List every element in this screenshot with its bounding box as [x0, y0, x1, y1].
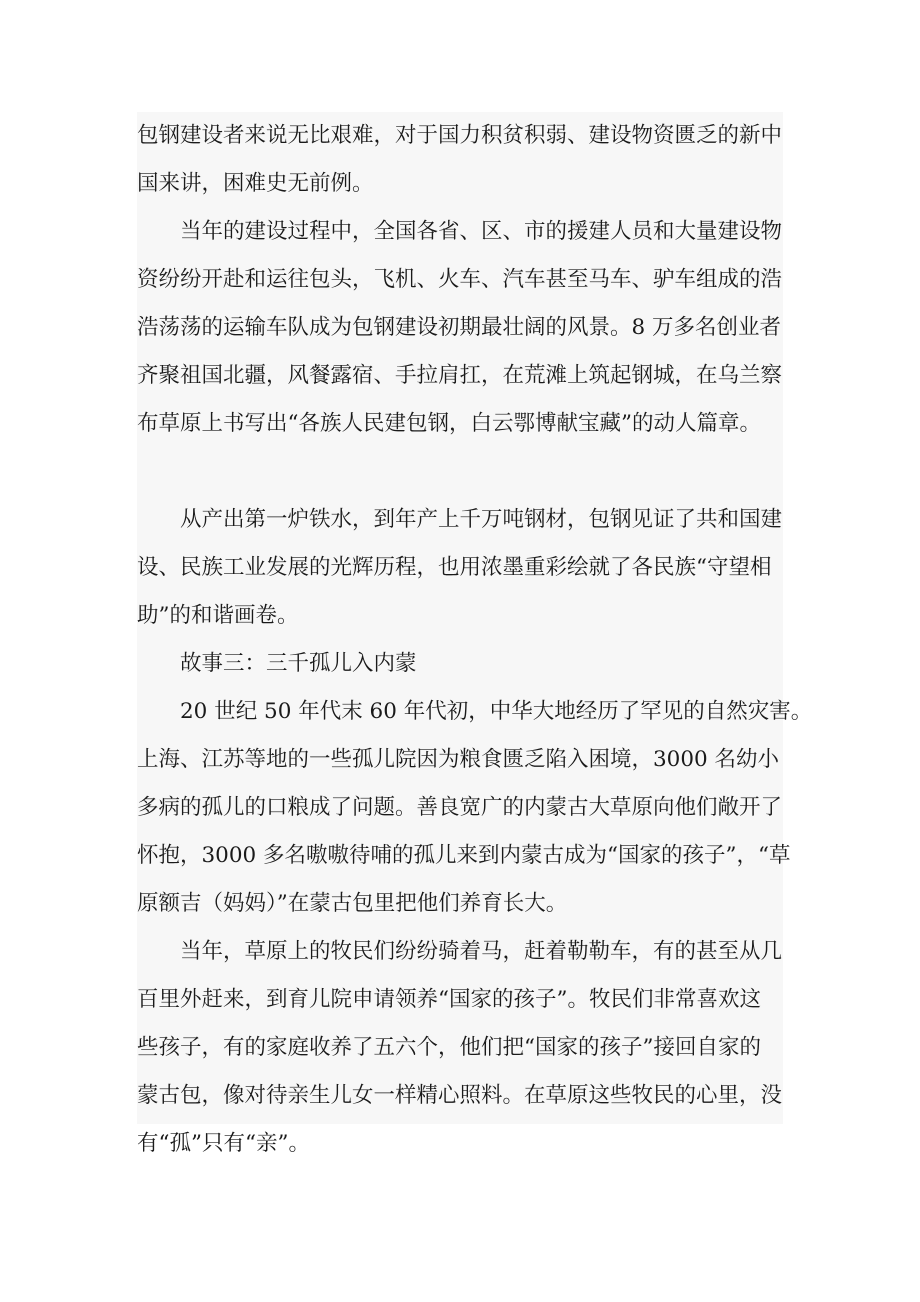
text-line: 些孩子，有的家庭收养了五六个，他们把“国家的孩子”接回自家的: [137, 1035, 761, 1060]
text-line: 怀抱，3000 多名嗷嗷待哺的孤儿来到内蒙古成为“国家的孩子”，“草: [137, 843, 791, 868]
text-line: 上海、江苏等地的一些孤儿院因为粮食匮乏陷入困境，3000 名幼小: [137, 747, 780, 772]
text-line: 原额吉（妈妈）”在蒙古包里把他们养育长大。: [137, 891, 568, 916]
text-line: 多病的孤儿的口粮成了问题。善良宽广的内蒙古大草原向他们敞开了: [137, 795, 783, 820]
paragraph-start-line: 从产出第一炉铁水，到年产上千万吨钢材，包钢见证了共和国建: [180, 507, 783, 532]
text-line: 设、民族工业发展的光辉历程，也用浓墨重彩绘就了各民族“守望相: [137, 555, 772, 580]
document-text-block: [137, 112, 813, 1156]
text-line: 包钢建设者来说无比艰难，对于国力积贫积弱、建设物资匮乏的新中: [137, 123, 783, 148]
text-line: 浩荡荡的运输车队成为包钢建设初期最壮阔的风景。8 万多名创业者: [137, 315, 782, 340]
text-line: 百里外赶来，到育儿院申请领养“国家的孩子”。牧民们非常喜欢这: [137, 987, 761, 1012]
paragraph-start-line: 当年，草原上的牧民们纷纷骑着马，赶着勒勒车，有的甚至从几: [180, 939, 783, 964]
text-line: 有“孤”只有“亲”。: [137, 1131, 310, 1156]
section-heading: 故事三：三千孤儿入内蒙: [180, 651, 417, 676]
text-line: 资纷纷开赴和运往包头，飞机、火车、汽车甚至马车、驴车组成的浩: [137, 267, 783, 292]
text-line: 助”的和谐画卷。: [137, 603, 299, 628]
paragraph-start-line: 当年的建设过程中，全国各省、区、市的援建人员和大量建设物: [180, 219, 783, 244]
text-line: 国来讲，困难史无前例。: [137, 171, 374, 196]
text-line: 齐聚祖国北疆，风餐露宿、手拉肩扛，在荒滩上筑起钢城，在乌兰察: [137, 363, 783, 388]
text-line: 蒙古包，像对待亲生儿女一样精心照料。在草原这些牧民的心里，没: [137, 1083, 783, 1108]
text-line: 布草原上书写出“各族人民建包钢，白云鄂博献宝藏”的动人篇章。: [137, 411, 761, 436]
paragraph-start-line: 20 世纪 50 年代末 60 年代初，中华大地经历了罕见的自然灾害。: [180, 699, 813, 724]
